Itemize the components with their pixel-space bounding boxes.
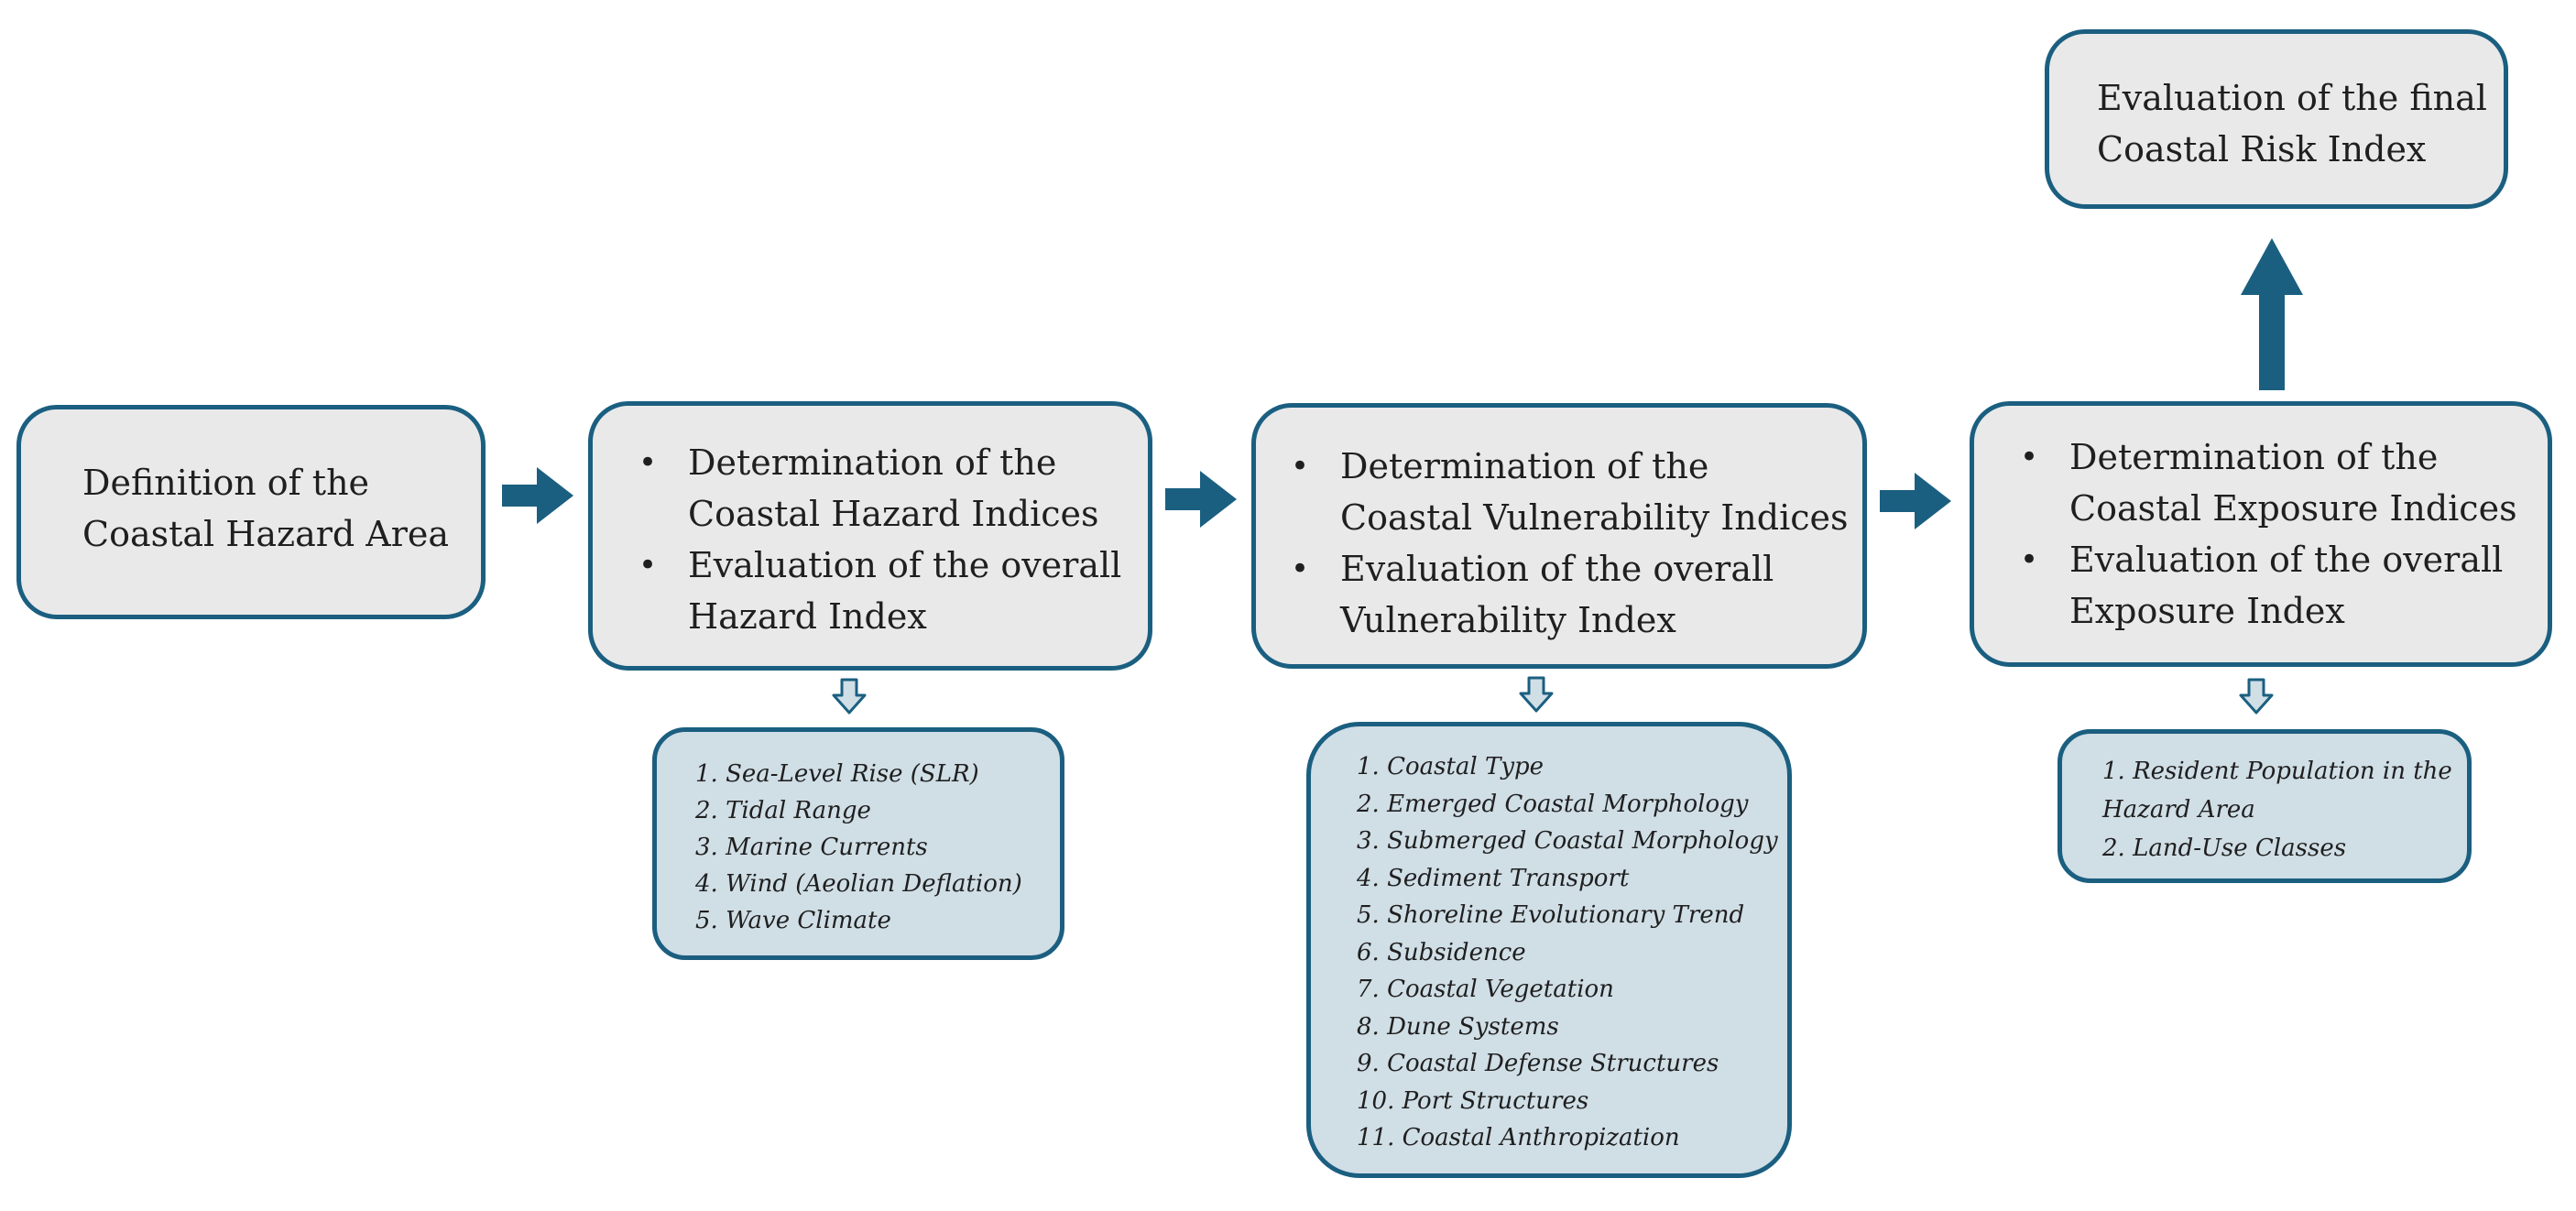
list-item: 3. Marine Currents <box>695 834 928 861</box>
step-risk-line: Evaluation of the final <box>2097 78 2487 118</box>
list-item <box>2020 431 2517 534</box>
list-item: 10. Port Structures <box>1357 1086 1589 1115</box>
step-vulnerability-line: Evaluation of the overall <box>1340 549 1774 589</box>
hazard-indices-list <box>695 756 1022 939</box>
vulnerability-indices-box <box>1306 722 1792 1178</box>
bullet-icon: • <box>2020 541 2039 578</box>
step-definition-line: Coastal Hazard Area <box>82 514 450 554</box>
step-hazard-list <box>639 437 1121 642</box>
list-item: 1. Sea-Level Rise (SLR) <box>695 760 979 788</box>
bullet-icon: • <box>2020 439 2039 475</box>
list-item: 6. Subsidence <box>1357 938 1526 966</box>
list-item: 2. Emerged Coastal Morphology <box>1357 790 1749 818</box>
list-item <box>639 437 1121 540</box>
step-exposure-line: Evaluation of the overall <box>2069 540 2504 580</box>
step-hazard-line: Determination of the <box>688 442 1057 483</box>
list-item <box>639 540 1121 642</box>
bullet-icon: • <box>1291 448 1310 485</box>
step-vulnerability-list <box>1291 441 1849 646</box>
step-exposure-line: Exposure Index <box>2069 591 2345 631</box>
step-hazard-box <box>588 401 1152 671</box>
right-arrow-icon <box>502 467 573 524</box>
step-risk-line: Coastal Risk Index <box>2097 129 2427 169</box>
list-item: 11. Coastal Anthropization <box>1357 1124 1680 1151</box>
down-arrow-icon <box>832 678 867 715</box>
step-exposure-line: Coastal Exposure Indices <box>2069 488 2517 529</box>
list-item: 5. Shoreline Evolutionary Trend <box>1357 901 1745 929</box>
exposure-indices-box <box>2058 729 2472 883</box>
list-item: 4. Sediment Transport <box>1357 864 1630 892</box>
down-arrow-icon <box>1519 676 1554 713</box>
list-item <box>1291 543 1849 646</box>
list-item: 7. Coastal Vegetation <box>1357 976 1614 1003</box>
list-item <box>1291 441 1849 543</box>
list-item: 8. Dune Systems <box>1357 1012 1559 1041</box>
step-risk-text <box>2097 72 2487 175</box>
step-hazard-line: Hazard Index <box>688 596 927 637</box>
list-item: 1. Resident Population in the <box>2102 758 2452 785</box>
down-arrow-icon <box>2239 678 2274 715</box>
step-hazard-line: Evaluation of the overall <box>688 545 1122 585</box>
bullet-icon: • <box>639 444 658 481</box>
hazard-indices-box <box>652 727 1064 960</box>
list-item: 4. Wind (Aeolian Deflation) <box>695 870 1022 898</box>
step-risk-box <box>2045 29 2508 209</box>
step-definition-line: Definition of the <box>82 463 370 503</box>
list-item: 2. Tidal Range <box>695 797 871 824</box>
step-exposure-box <box>1970 401 2552 667</box>
right-arrow-icon <box>1165 471 1237 528</box>
step-hazard-line: Coastal Hazard Indices <box>688 494 1099 534</box>
bullet-icon: • <box>639 547 658 584</box>
step-definition-text <box>82 457 449 560</box>
step-vulnerability-box <box>1251 403 1867 669</box>
step-exposure-line: Determination of the <box>2069 437 2439 477</box>
list-item: 3. Submerged Coastal Morphology <box>1357 827 1778 855</box>
step-vulnerability-line: Vulnerability Index <box>1340 600 1676 640</box>
list-item: 9. Coastal Defense Structures <box>1357 1050 1719 1077</box>
list-item: 5. Wave Climate <box>695 907 891 934</box>
list-item <box>2020 534 2517 637</box>
step-definition-box <box>16 405 486 619</box>
list-item: 1. Coastal Type <box>1357 753 1545 780</box>
step-exposure-list <box>2020 431 2517 637</box>
vulnerability-indices-list <box>1357 748 1778 1157</box>
bullet-icon: • <box>1291 551 1310 587</box>
list-item: 2. Land-Use Classes <box>2102 835 2347 862</box>
up-arrow-icon <box>2241 238 2303 390</box>
step-vulnerability-line: Determination of the <box>1340 446 1709 486</box>
step-vulnerability-line: Coastal Vulnerability Indices <box>1340 497 1849 538</box>
list-item: Hazard Area <box>2102 796 2255 824</box>
right-arrow-icon <box>1880 473 1951 529</box>
exposure-indices-list <box>2102 752 2452 867</box>
